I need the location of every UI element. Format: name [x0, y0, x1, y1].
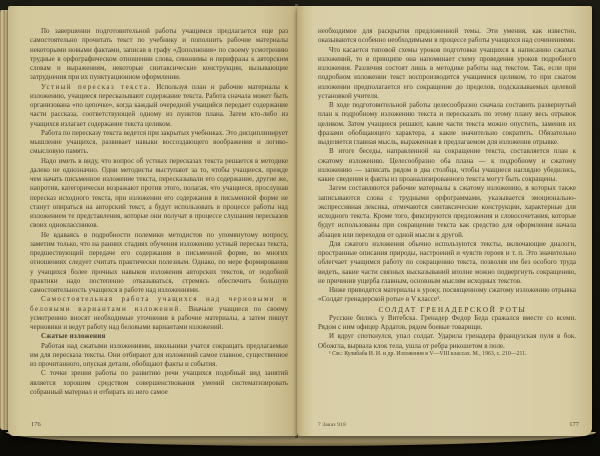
paragraph: Затем составляются рабочие материалы к сжатому изложению, в которых также записываются слова с трудными орфограммами, указывается эмоционально-экспрессивная лексика, отмечаются синтаксические конструкции, характерные для исходного текста. Кроме того, фиксируются предложения и словосочетания, которые будут использованы при сокращении текста как средство для оформления начала абзацев или переходов от одной мысли к другой. [318, 184, 576, 239]
right-page-text-column [318, 27, 576, 358]
paragraph: В ходе подготовительной работы целесообразно сначала составить развернутый план к подробному изложению текста и пересказать по этому плану весь отрывок целиком. Затем учащиеся решают, какие части текста можно опустить, заменив их фразами обобщающего характера, а какие значительно сократить. Обязательно выделяется главная мысль, выраженная в предлагаемом для изложения отрывке. [318, 101, 576, 146]
page-number-left: 176 [31, 421, 41, 428]
subheading-compressed-expositions: Сжатые изложения [41, 332, 106, 341]
story-paragraph: И вдруг споткнулся, упал солдат. Ударила гренадера французская пуля в бок. Обожгла, вырвала клок тела, ушла от ребра рикошетом в поле. [318, 332, 576, 350]
independent-work-lead: Самостоятельная работа учащихся над черновыми и беловыми вариантами изложений. [30, 295, 288, 313]
paragraph-text: Используя план и рабочие материалы к изложению, учащиеся пересказывают содержание текста. Работа сначала может быть организована «по цепочке», когда каждый очередной учащийся передает содержание части рассказа, соответствующей одному из пунктов плана. Затем кто-либо из учащихся излагает содержание текста целиком. [30, 82, 289, 128]
paragraph: Не вдаваясь в подробности полемики методистов по упомянутому вопросу, заметим только, что на ранних стадиях обучения изложению устный пересказ текста, предшествующий передаче его содержания в письменной форме, во многих отношениях следует считать практически полезным. Однако, по мере формирования у учащихся более прочных навыков изложения авторских текстов, от подобной практики надо постепенно отказываться, стремясь обеспечить большую самостоятельность учащихся в работе над изложениями. [30, 230, 288, 294]
paragraph [30, 295, 288, 332]
story-paragraph: Русские бились у Витебска. Гренадер Федор Беда сражался вместе со всеми. Рядом с ним офицер Ардатов, рядом боевые товарищи. [318, 313, 576, 331]
paragraph: Для сжатого изложения обычно используются тексты, включающие диалоги, пространные описания природы, настроений и чувств героев и т. п. Это значительно облегчает учащимся работу по сокращению текста, позволяя им без особого труда видеть, какие части связных высказываний вполне можно подвергнуть сокращению, не причинив ущерба главным, основным мыслям исходных текстов. [318, 239, 576, 285]
paragraph: В итоге беседы, направленной на сокращение текста, составляется план к сжатому изложению. Целесообразно оба плана — к подробному и сжатому изложению — записать рядом в два столбца, чтобы учащиеся наглядно убедились, какие сведения и факты из проанализированного текста могут быть сокращены. [318, 147, 576, 183]
page-number-right: 177 [569, 421, 579, 428]
paragraph: Работая над сжатыми изложениями, школьники учатся сокращать предлагаемые им для пересказа тексты. Они отбирают для изложений самое главное, существенное из прочитанного, опуская детали, обобщают факты и события. [30, 341, 288, 368]
paragraph-text: Вначале учащиеся по своему усмотрению вносят необходимые уточнения в рабочие материалы, а затем пишут черновики и ведут работу над беловыми вариантами изложений. [30, 304, 289, 331]
print-order-code: 7 Заказ 918 [318, 422, 346, 428]
paragraph: Ниже приводятся материалы к уроку, посвященному сжатому изложению отрывка «Солдат гренадерской роты» в V классе¹. [318, 286, 576, 304]
paragraph: необходимое для раскрытия предложенной темы. Эти умения, как известно, оказываются особенно необходимыми в процессе работы учащихся над сочинениями. [318, 27, 576, 45]
left-page [8, 6, 297, 436]
story-title: СОЛДАТ ГРЕНАДЕРСКОЙ РОТЫ [378, 304, 527, 314]
paragraph: Работа по пересказу текста ведется при закрытых учебниках. Это дисциплинирует мышление учащихся, развивает навыки воссоздающего воображения и логико-смысловую память. [30, 128, 288, 156]
right-page [297, 6, 592, 436]
right-page-footer [318, 421, 579, 428]
paragraph: По завершении подготовительной работы учащимся предлагается еще раз самостоятельно прочитать текст по учебнику и пополнить рабочие материалы некоторыми новыми фактами, записав в графу «Дополнения» по своему усмотрению трудные в орфографическом отношении слова, синонимы и перифразы к авторским словам и выражениям, некоторые синтаксические конструкции, вызывающие затруднения при их пунктуационном оформлении. [30, 27, 288, 82]
left-page-text-column [30, 27, 288, 397]
paragraph: С точки зрения работы по развитию речи учащихся подобный вид занятий является хорошим средством совершенствования умений систематизировать собранный материал и отбирать из него самое [30, 369, 288, 396]
paragraph [30, 83, 288, 129]
oral-retelling-lead: Устный пересказ текста. [41, 82, 152, 91]
paragraph: Надо иметь в виду, что вопрос об устных пересказах текста решается в методике далеко не однозначно. Одни методисты выступают за то, чтобы учащиеся, прежде чем начать письменное изложение текста, пересказывали его содержание, другие же, напротив, категорически возражают против этого, полагая, что учащиеся, прослушав пересказ исходного текста, при изложении его содержания в письменной форме не станут опираться на авторский текст, а будут использовать в процессе работы над изложением те представления, которые они получат в процессе слушания пересказов своих одноклассников. [30, 156, 288, 230]
footnote: ¹ См.: Кулибаба И. И. и др. Изложения в V—VIII классах. М., 1963, с. 210—211. [329, 350, 527, 357]
paragraph: Что касается типовой схемы уроков подготовки учащихся к написанию сжатых изложений, то в принципе она напоминает схему проведения уроков подробного изложения. Различия состоят лишь в методике работы над текстом. Так, если при подробном изложении текст воспроизводится учащимися целиком, то при сжатом изложении предполагается его сокращение до пределов, подсказываемых целевой установкой учителя. [318, 45, 576, 100]
